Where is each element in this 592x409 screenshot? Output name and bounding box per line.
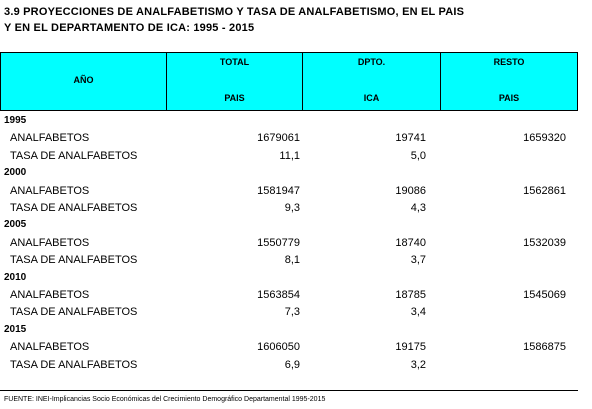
total-pais-value: 9,3 — [284, 202, 300, 214]
resto-pais-value: 1586875 — [523, 341, 566, 354]
row-label: ANALFABETOS — [10, 184, 90, 197]
resto-pais-value: 1659320 — [523, 132, 566, 145]
row-label: ANALFABETOS — [10, 132, 90, 145]
dpto-ica-value: 3,2 — [410, 358, 426, 371]
row-label: TASA DE ANALFABETOS — [10, 149, 138, 162]
header-total-bottom: PAIS — [224, 93, 245, 103]
row-label: TASA DE ANALFABETOS — [10, 306, 138, 319]
table-row — [0, 287, 592, 304]
total-pais-value: 8,1 — [284, 254, 300, 267]
year-label: 2005 — [4, 219, 27, 231]
year-label: 2000 — [4, 167, 27, 179]
year-label: 1995 — [4, 115, 27, 126]
dpto-ica-value: 5,0 — [410, 149, 426, 162]
year-row — [0, 217, 592, 234]
dpto-ica-value: 4,3 — [410, 202, 426, 214]
header-total-top: TOTAL — [219, 57, 250, 67]
total-pais-value: 6,9 — [284, 358, 300, 371]
table-row — [0, 148, 592, 165]
total-pais-value: 11,1 — [279, 149, 300, 162]
header-year-cell — [1, 53, 167, 110]
row-label: TASA DE ANALFABETOS — [10, 202, 138, 214]
total-pais-value: 1606050 — [257, 341, 300, 354]
dpto-ica-value: 19086 — [395, 184, 426, 197]
year-row — [0, 165, 592, 182]
row-label: ANALFABETOS — [10, 236, 90, 249]
year-label: 2015 — [4, 323, 27, 335]
total-pais-value: 1563854 — [257, 289, 300, 301]
table-row — [0, 235, 592, 252]
table-row — [0, 130, 592, 147]
year-row — [0, 322, 592, 339]
table-row — [0, 183, 592, 200]
dpto-ica-value: 3,4 — [410, 306, 426, 319]
header-resto-top: RESTO — [493, 57, 525, 67]
row-label: ANALFABETOS — [10, 289, 90, 301]
year-row — [0, 270, 592, 287]
header-total-cell — [167, 53, 303, 110]
resto-pais-value: 1562861 — [523, 184, 566, 197]
table-title — [4, 4, 464, 36]
resto-pais-value: 1545069 — [523, 289, 566, 301]
dpto-ica-value: 18785 — [395, 289, 426, 301]
footer-divider — [0, 390, 578, 391]
source-note: FUENTE: INEI-Implicancias Socio Económicas del Crecimiento Demográfico Departamental 1995-2015 — [4, 396, 326, 403]
header-ica-bottom: ICA — [363, 93, 380, 103]
header-ica-cell — [303, 53, 441, 110]
header-resto-cell — [441, 53, 577, 110]
row-label: TASA DE ANALFABETOS — [10, 254, 138, 267]
row-label: TASA DE ANALFABETOS — [10, 358, 138, 371]
table-row — [0, 304, 592, 321]
dpto-ica-value: 18740 — [395, 236, 426, 249]
total-pais-value: 1581947 — [257, 184, 300, 197]
title-line-2: Y EN EL DEPARTAMENTO DE ICA: 1995 - 2015 — [4, 22, 255, 34]
table-row — [0, 252, 592, 269]
total-pais-value: 1679061 — [257, 132, 300, 145]
year-row — [0, 113, 592, 130]
row-label: ANALFABETOS — [10, 341, 90, 354]
dpto-ica-value: 19741 — [395, 132, 426, 145]
year-label: 2010 — [4, 271, 27, 283]
table-row — [0, 357, 592, 374]
resto-pais-value: 1532039 — [523, 236, 566, 249]
total-pais-value: 7,3 — [284, 306, 300, 319]
header-ica-top: DPTO. — [357, 57, 386, 67]
table-row — [0, 339, 592, 356]
dpto-ica-value: 19175 — [395, 341, 426, 354]
table-header — [0, 52, 578, 111]
header-year-label: AÑO — [73, 75, 94, 85]
table-row — [0, 200, 592, 217]
total-pais-value: 1550779 — [257, 236, 300, 249]
title-line-1: 3.9 PROYECCIONES DE ANALFABETISMO Y TASA DE ANALFABETISMO, EN EL PAIS — [4, 6, 465, 18]
dpto-ica-value: 3,7 — [410, 254, 426, 267]
header-resto-bottom: PAIS — [498, 93, 520, 103]
